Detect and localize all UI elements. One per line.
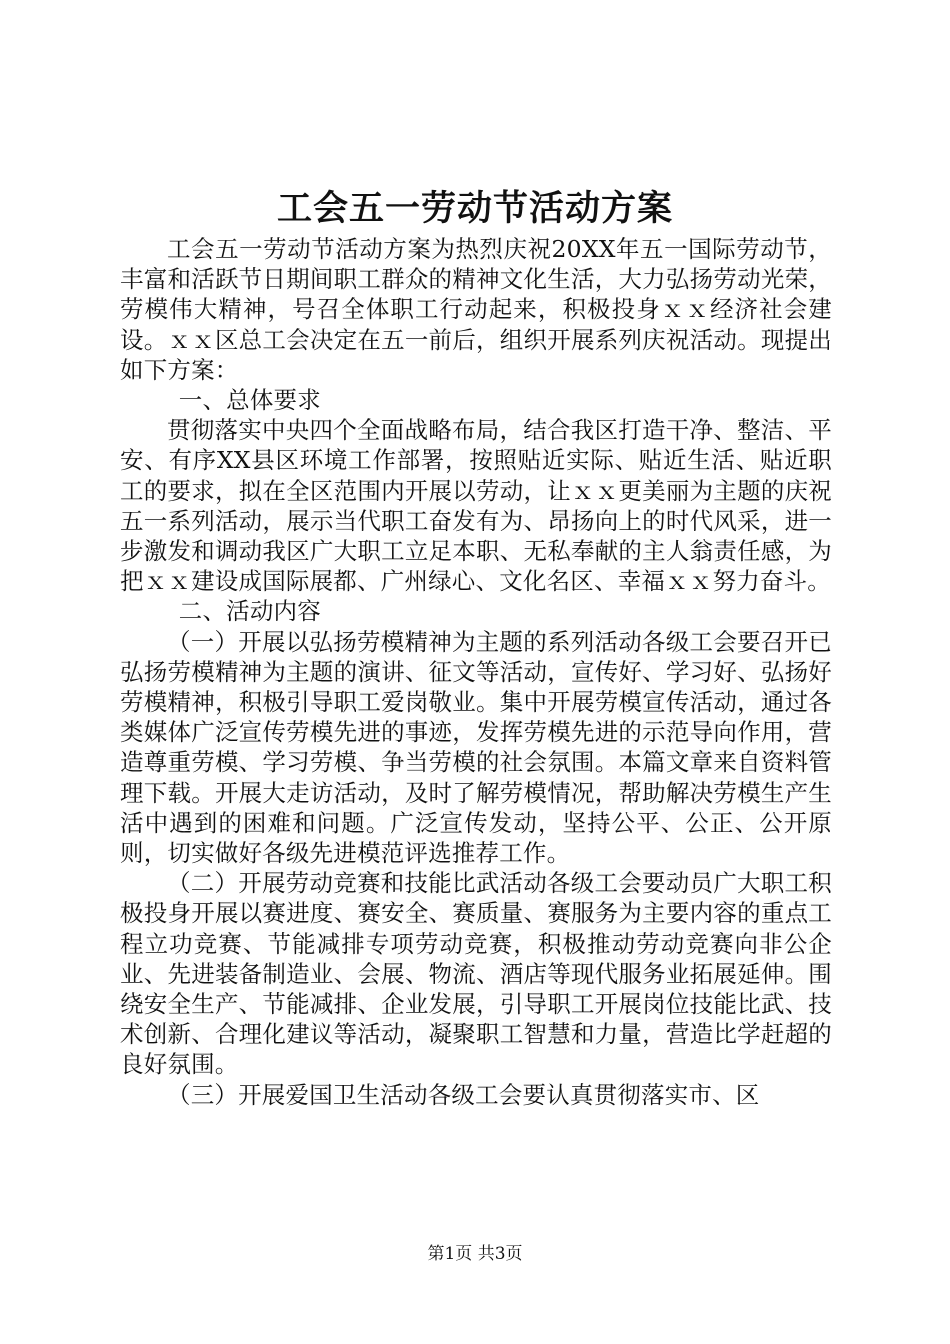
- section-heading-general: 一、总体要求: [178, 386, 321, 415]
- intro-paragraph: 工会五一劳动节活动方案为热烈庆祝20XX年五一国际劳动节，丰富和活跃节日期间职工群众的精神文化生活，大力弘扬劳动光荣，劳模伟大精神，号召全体职工行动起来，积极投身ｘｘ经济社会建设。ｘｘ区总工会决定在五一前后，组织开展系列庆祝活动。现提出如下方案：: [120, 235, 832, 384]
- document-title: 工会五一劳动节活动方案: [276, 188, 673, 229]
- document-body: [120, 234, 832, 1110]
- page-footer: 第1页 共3页: [427, 1244, 523, 1264]
- section-heading-activities: 二、活动内容: [178, 597, 321, 626]
- activity-item-3: （三）开展爱国卫生活动各级工会要认真贯彻落实市、区: [167, 1080, 760, 1109]
- activity-item-1: （一）开展以弘扬劳模精神为主题的系列活动各级工会要召开已弘扬劳模精神为主题的演讲、征文等活动，宣传好、学习好、弘扬好劳模精神，积极引导职工爱岗敬业。集中开展劳模宣传活动，通过各类媒体广泛宣传劳模先进的事迹，发挥劳模先进的示范导向作用，营造尊重劳模、学习劳模、争当劳模的社会氛围。本篇文章来自资料管理下载。开展大走访活动，及时了解劳模情况，帮助解决劳模生产生活中遇到的困难和问题。广泛宣传发动，坚持公平、公正、公开原则，切实做好各级先进模范评选推荐工作。: [120, 627, 832, 868]
- general-requirements-paragraph: 贯彻落实中央四个全面战略布局，结合我区打造干净、整洁、平安、有序XX县区环境工作部署，按照贴近实际、贴近生活、贴近职工的要求，拟在全区范围内开展以劳动，让ｘｘ更美丽为主题的庆祝五一系列活动，展示当代职工奋发有为、昂扬向上的时代风采，进一步激发和调动我区广大职工立足本职、无私奉献的主人翁责任感，为把ｘｘ建设成国际展都、广州绿心、文化名区、幸福ｘｘ努力奋斗。: [120, 416, 832, 596]
- activity-item-2: （二）开展劳动竞赛和技能比武活动各级工会要动员广大职工积极投身开展以赛进度、赛安全、赛质量、赛服务为主要内容的重点工程立功竞赛、节能减排专项劳动竞赛，积极推动劳动竞赛向非公企业、先进装备制造业、会展、物流、酒店等现代服务业拓展延伸。围绕安全生产、节能减排、企业发展，引导职工开展岗位技能比武、技术创新、合理化建议等活动，凝聚职工智慧和力量，营造比学赶超的良好氛围。: [120, 869, 832, 1079]
